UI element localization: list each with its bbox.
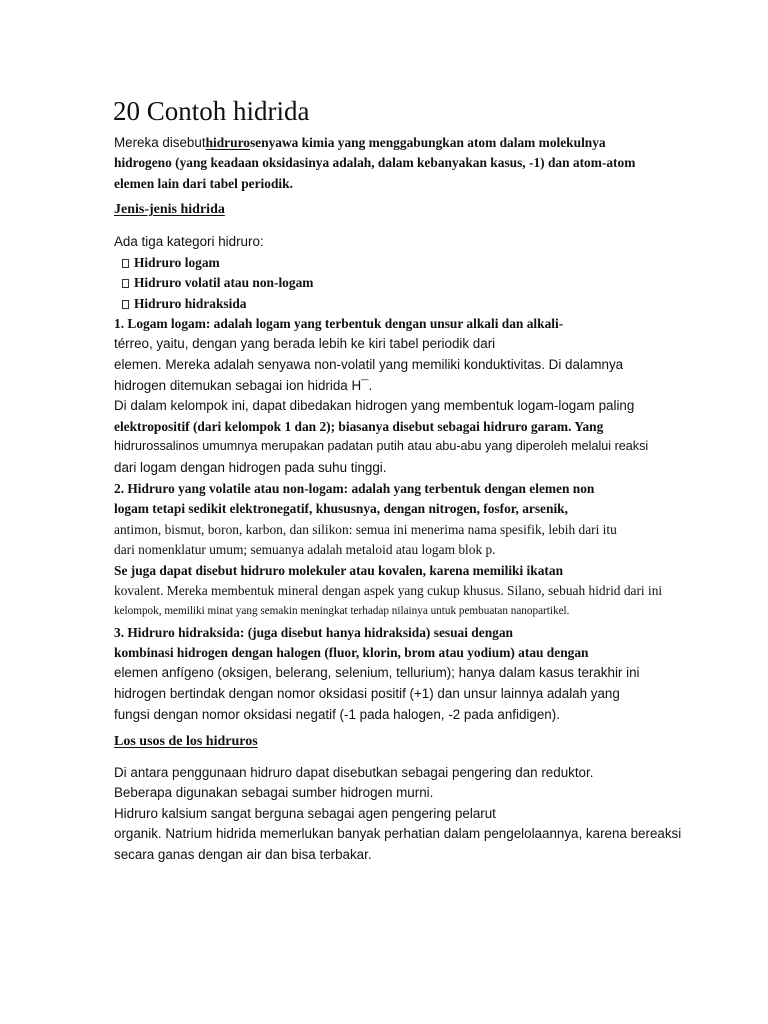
list-item-label: Hidruro hidraksida [134, 296, 247, 311]
body-line: logam tetapi sedikit elektronegatif, khususnya, dengan nitrogen, fosfor, arsenik, [114, 501, 568, 516]
body-line: elektropositif (dari kelompok 1 dan 2); biasanya disebut sebagai hidruro garam. Yang [114, 419, 604, 434]
body-line: kovalent. Mereka membentuk mineral dengan aspek yang cukup khusus. Silano, sebuah hidrid dari ini [114, 583, 663, 598]
intro-text: Mereka disebut [114, 135, 206, 150]
uses-line: secara ganas dengan air dan bisa terbakar. [114, 847, 372, 862]
body-line: elemen. Mereka adalah senyawa non-volatil yang memiliki konduktivitas. Di dalamnya [114, 357, 624, 372]
uses-line: Di antara penggunaan hidruro dapat disebutkan sebagai pengering dan reduktor. [114, 765, 594, 780]
list-item-label: Hidruro logam [134, 255, 220, 270]
intro-line-3: elemen lain dari tabel periodik. [114, 176, 293, 191]
intro-term: hidruro [205, 135, 250, 150]
body-line: hidrogen ditemukan sebagai ion hidrida H¯. [114, 378, 373, 393]
body-line: elemen anfígeno (oksigen, belerang, selenium, tellurium); hanya dalam kasus terakhir ini [114, 665, 640, 680]
uses-line: organik. Natrium hidrida memerlukan banyak perhatian dalam pengelolaannya, karena bereaksi [114, 826, 682, 841]
section-heading-types: Jenis-jenis hidrida [114, 202, 225, 217]
body-line: dari logam dengan hidrogen pada suhu tinggi. [114, 460, 387, 475]
body-line: 2. Hidruro yang volatile atau non-logam: adalah yang terbentuk dengan elemen non [114, 481, 595, 496]
intro-line-1 [114, 134, 606, 151]
uses-line: Hidruro kalsium sangat berguna sebagai agen pengering pelarut [114, 806, 496, 821]
body-line: 3. Hidruro hidraksida: (juga disebut hanya hidraksida) sesuai dengan [114, 625, 513, 640]
list-item [122, 274, 313, 291]
body-line: dari nomenklatur umum; semuanya adalah metaloid atau logam blok p. [114, 542, 496, 557]
body-line: hidrogen bertindak dengan nomor oksidasi positif (+1) dan unsur lainnya adalah yang [114, 686, 620, 701]
intro-line-2: hidrogeno (yang keadaan oksidasinya adalah, dalam kebanyakan kasus, -1) dan atom-atom [114, 155, 636, 170]
body-line: kombinasi hidrogen dengan halogen (fluor, klorin, brom atau yodium) atau dengan [114, 645, 589, 660]
body-line: 1. Logam logam: adalah logam yang terbentuk dengan unsur alkali dan alkali- [114, 316, 564, 331]
section-lead: Ada tiga kategori hidruro: [114, 234, 264, 249]
bullet-icon [122, 259, 129, 268]
body-line: antimon, bismut, boron, karbon, dan silikon: semua ini menerima nama spesifik, lebih dari itu [114, 522, 617, 537]
bullet-icon [122, 279, 129, 288]
body-line: Se juga dapat disebut hidruro molekuler atau kovalen, karena memiliki ikatan [114, 563, 564, 578]
section-heading-uses: Los usos de los hidruros [114, 734, 258, 749]
body-line: hidrurossalinos umumnya merupakan padatan putih atau abu-abu yang diperoleh melalui reaksi [114, 439, 649, 453]
body-line: térreo, yaitu, dengan yang berada lebih ke kiri tabel periodik dari [114, 336, 496, 351]
body-line: Di dalam kelompok ini, dapat dibedakan hidrogen yang membentuk logam-logam paling [114, 398, 635, 413]
intro-text-bold: senyawa kimia yang menggabungkan atom dalam molekulnya [249, 135, 606, 150]
body-line: fungsi dengan nomor oksidasi negatif (-1 pada halogen, -2 pada anfidigen). [114, 707, 560, 722]
bullet-icon [122, 300, 129, 309]
page-title: 20 Contoh hidrida [113, 96, 310, 126]
list-item [122, 295, 247, 312]
list-item [122, 254, 220, 271]
uses-line: Beberapa digunakan sebagai sumber hidrogen murni. [114, 785, 434, 800]
list-item-label: Hidruro volatil atau non-logam [134, 275, 314, 290]
body-line: kelompok, memiliki minat yang semakin meningkat terhadap nilainya untuk pembuatan nanopartikel. [114, 605, 570, 617]
